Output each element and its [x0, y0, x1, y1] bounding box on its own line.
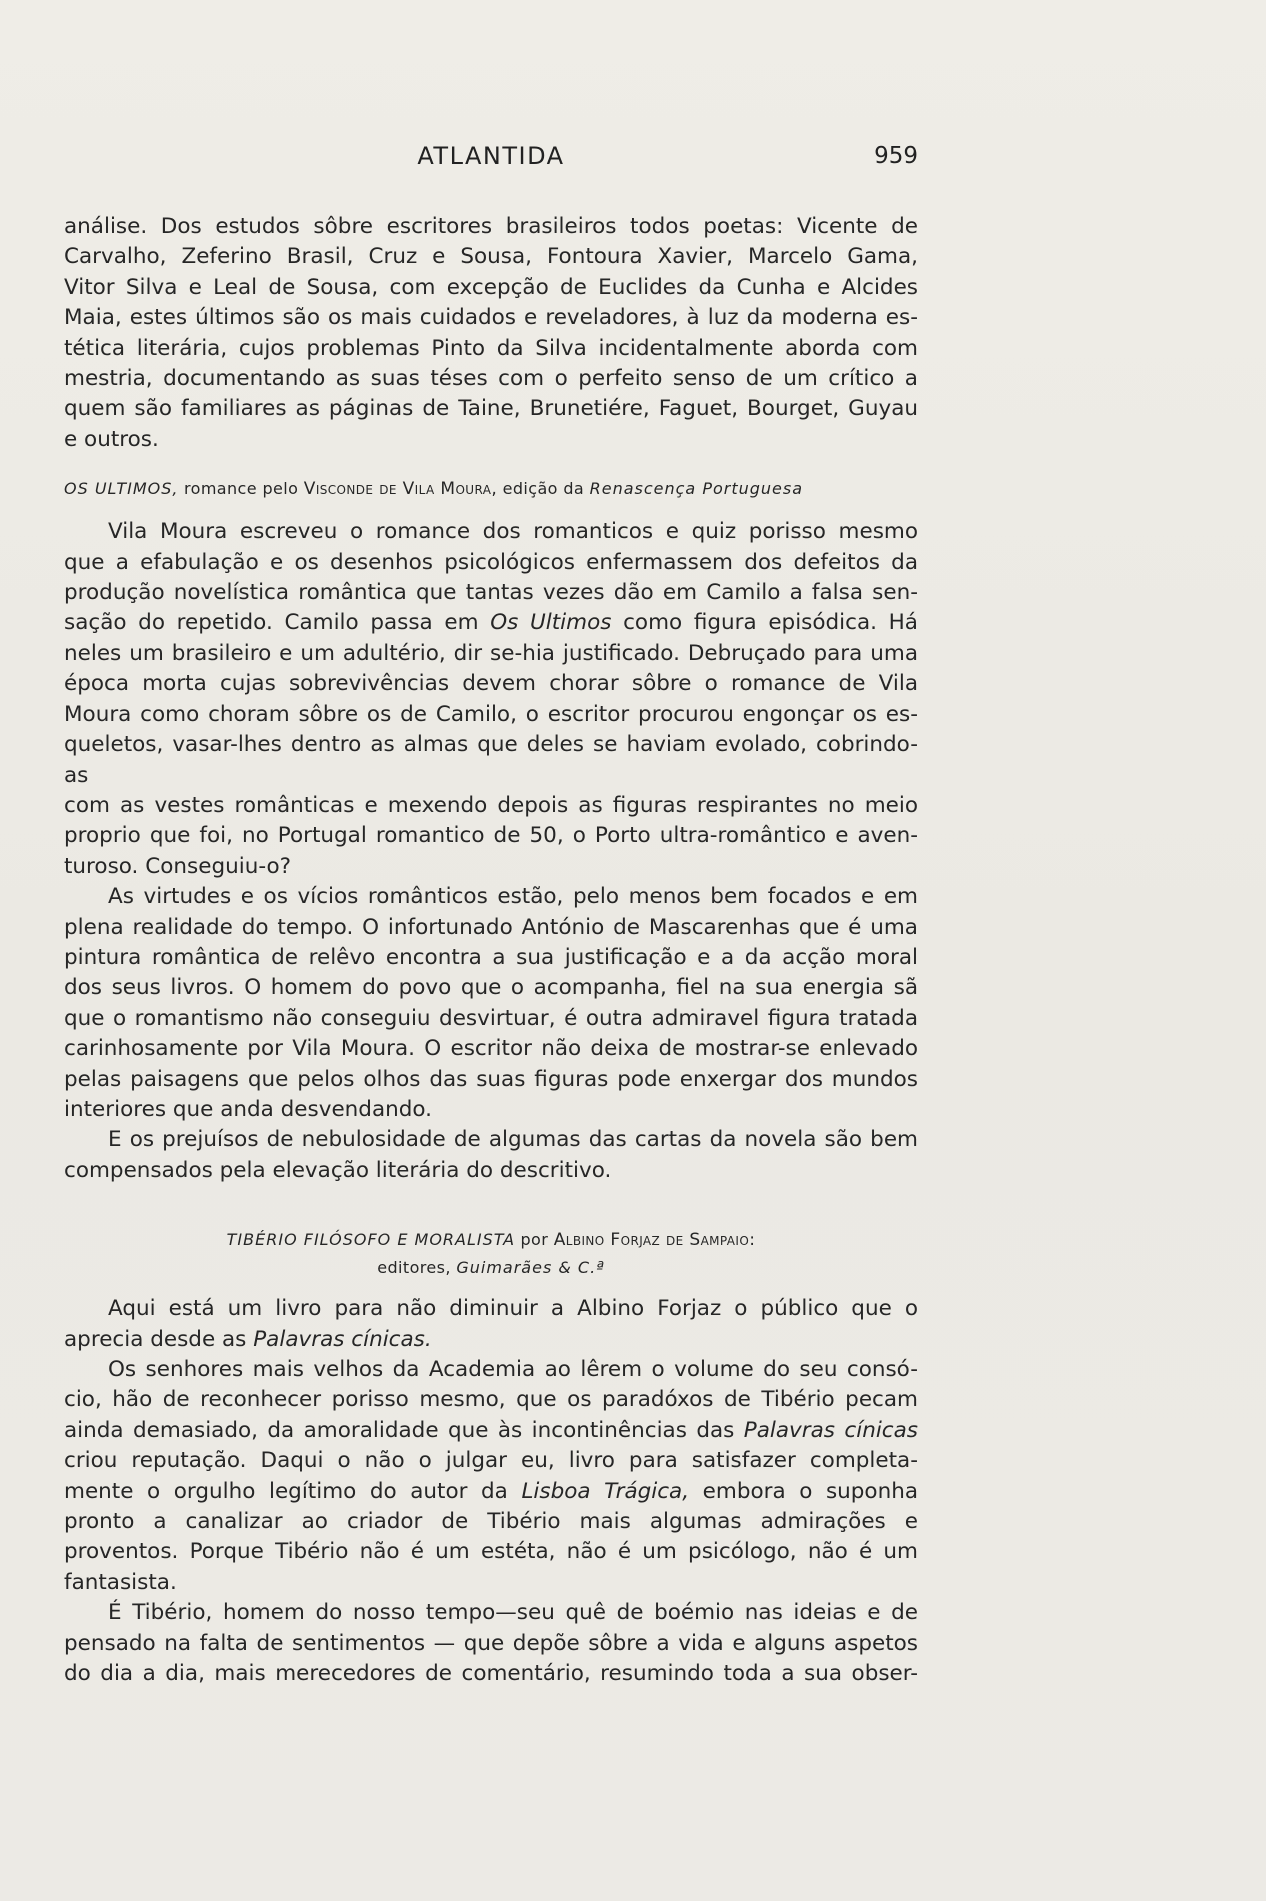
book-publisher: Renascença Portuguesa	[589, 479, 804, 499]
text-line: Vitor Silva e Leal de Sousa, com excepção de Euclides da Cunha e Alcides	[64, 274, 918, 300]
text-line: proprio que foi, no Portugal romantico de 50, o Porto ultra-romântico e aven-	[64, 823, 918, 849]
text-line: que a efabulação e os desenhos psicológicos enfermassem dos defeitos da	[64, 549, 918, 575]
paragraph-continuation	[64, 212, 918, 455]
text-span: ainda demasiado, da amoralidade que às incontinências das	[64, 1417, 744, 1443]
text-line: mestria, documentando as suas téses com o perfeito senso de um crítico a	[64, 366, 918, 392]
text-span: como figura episódica. Há	[611, 610, 918, 636]
review1-paragraph-2	[64, 882, 918, 1125]
text-line: Aqui está um livro para não diminuir a Albino Forjaz o público que o	[108, 1296, 918, 1322]
review-heading-os-ultimos	[64, 475, 918, 503]
text-line: pelas paisagens que pelos olhos das suas figuras pode enxergar dos mundos	[64, 1066, 918, 1092]
text-line: carinhosamente por Vila Moura. O escritor não deixa de mostrar-se enlevado	[64, 1036, 918, 1062]
text-span: sação do repetido. Camilo passa em	[64, 610, 491, 636]
heading-text: romance pelo	[178, 479, 304, 499]
book-author: Albino Forjaz de Sampaio:	[553, 1230, 756, 1251]
page-body	[64, 212, 918, 1689]
heading-text: editores,	[377, 1258, 457, 1278]
running-title: ATLANTIDA	[417, 142, 565, 170]
text-line: produção novelística romântica que tantas vezes dão em Camilo a falsa sen-	[64, 580, 918, 606]
text-line	[64, 1477, 918, 1507]
review2-paragraph-2	[64, 1355, 918, 1598]
text-line: interiores que anda desvendando.	[64, 1096, 433, 1122]
book-publisher: Guimarães & C.ª	[456, 1258, 605, 1278]
text-line: Carvalho, Zeferino Brasil, Cruz e Sousa, Fontoura Xavier, Marcelo Gama,	[64, 244, 918, 270]
review1-paragraph-1	[64, 517, 918, 882]
text-span: mente o orgulho legítimo do autor da	[64, 1478, 522, 1504]
page-number: 959	[874, 143, 918, 169]
text-line: época morta cujas sobrevivências devem chorar sôbre o romance de Vila	[64, 671, 918, 697]
book-title: OS ULTIMOS,	[64, 479, 179, 499]
text-line: proventos. Porque Tibério não é um estéta, não é um psicólogo, não é um	[64, 1539, 918, 1565]
text-line: tética literária, cujos problemas Pinto da Silva incidentalmente aborda com	[64, 335, 918, 361]
text-line: pintura romântica de relêvo encontra a sua justificação e a da acção moral	[64, 944, 918, 970]
book-title-inline: Os Ultimos	[490, 610, 612, 636]
text-line: Os senhores mais velhos da Academia ao lêrem o volume do seu consó-	[108, 1357, 918, 1382]
book-title-inline: Lisboa Trágica,	[521, 1478, 690, 1504]
page-header	[64, 142, 918, 176]
review2-paragraph-3	[64, 1598, 918, 1689]
text-line: plena realidade do tempo. O infortunado António de Mascarenhas que é uma	[64, 914, 918, 940]
book-title: TIBÉRIO FILÓSOFO E MORALISTA	[226, 1230, 516, 1250]
text-line: que o romantismo não conseguiu desvirtuar, é outra admiravel figura tratada	[64, 1005, 918, 1031]
text-line: fantasista.	[64, 1569, 177, 1595]
heading-text: por	[515, 1230, 554, 1250]
heading-line	[64, 1226, 918, 1254]
text-line: quem são familiares as páginas de Taine, Brunetiére, Faguet, Bourget, Guyau	[64, 396, 918, 422]
text-line	[64, 1416, 918, 1446]
text-line: neles um brasileiro e um adultério, dir se-hia justificado. Debruçado para uma	[64, 640, 918, 666]
text-line: compensados pela elevação literária do descritivo.	[64, 1157, 612, 1183]
text-line: turoso. Conseguiu-o?	[64, 853, 292, 879]
book-author: Visconde de Vila Moura,	[303, 479, 498, 500]
heading-text: edição da	[497, 479, 590, 499]
text-line	[64, 1325, 918, 1355]
text-line: As virtudes e os vícios românticos estão, pelo menos bem focados e em	[108, 884, 918, 910]
text-span: aprecia desde as	[64, 1326, 254, 1352]
review-heading-tiberio	[64, 1226, 918, 1282]
text-line: pronto a canalizar ao criador de Tibério mais algumas admirações e	[64, 1509, 918, 1535]
text-line: cio, hão de reconhecer porisso mesmo, que os paradóxos de Tibério pecam	[64, 1387, 918, 1413]
text-line	[64, 608, 918, 638]
text-line: criou reputação. Daqui o não o julgar eu, livro para satisfazer completa-	[64, 1448, 918, 1474]
text-line: dos seus livros. O homem do povo que o acompanha, fiel na sua energia sã	[64, 975, 918, 1001]
text-line: do dia a dia, mais merecedores de comentário, resumindo toda a sua obser-	[64, 1661, 918, 1687]
text-line: Moura como choram sôbre os de Camilo, o escritor procurou engonçar os es-	[64, 701, 918, 727]
text-line: e outros.	[64, 426, 159, 452]
book-title-inline: Palavras cínicas.	[253, 1326, 432, 1352]
book-title-inline: Palavras cínicas	[743, 1417, 918, 1443]
review1-paragraph-3	[64, 1125, 918, 1186]
text-line: É Tibério, homem do nosso tempo—seu quê de boémio nas ideias e de	[108, 1600, 918, 1626]
text-span: embora o suponha	[689, 1478, 918, 1504]
text-line: Vila Moura escreveu o romance dos romanticos e quiz porisso mesmo	[108, 519, 918, 545]
text-line: análise. Dos estudos sôbre escritores brasileiros todos poetas: Vicente de	[64, 214, 918, 239]
review2-paragraph-1	[64, 1294, 918, 1355]
text-line: E os prejuísos de nebulosidade de algumas das cartas da novela são bem	[108, 1127, 918, 1153]
text-line: com as vestes românticas e mexendo depois as figuras respirantes no meio	[64, 792, 918, 818]
text-line: queletos, vasar-lhes dentro as almas que deles se haviam evolado, cobrindo-as	[64, 732, 918, 788]
heading-line	[64, 1254, 918, 1282]
text-line: Maia, estes últimos são os mais cuidados e reveladores, à luz da moderna es-	[64, 305, 918, 331]
text-line: pensado na falta de sentimentos — que depõe sôbre a vida e alguns aspetos	[64, 1630, 918, 1656]
